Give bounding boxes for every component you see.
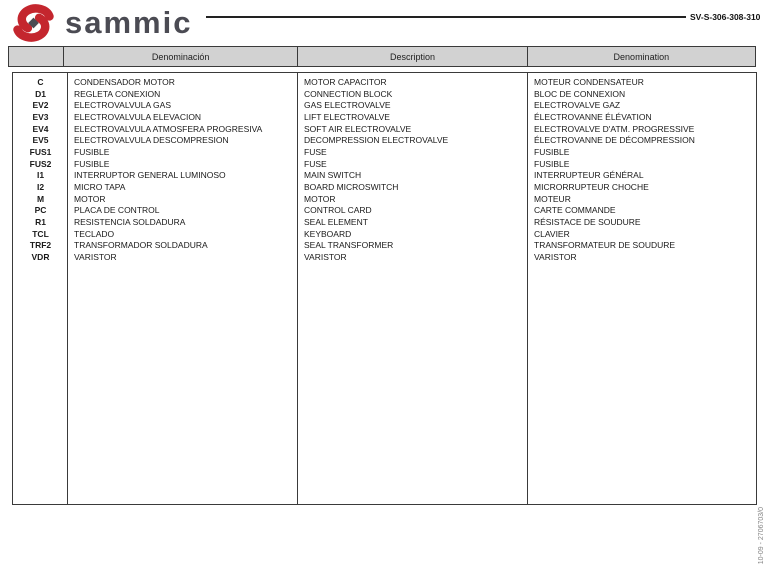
- document-reference: SV-S-306-308-310: [690, 12, 761, 22]
- header-rule: [206, 16, 686, 18]
- description-cell: MOTOR: [304, 193, 336, 204]
- sammic-logo-text: sammic: [65, 5, 193, 40]
- denominacion-cell: VARISTOR: [74, 252, 117, 263]
- code-cell: PC: [34, 205, 47, 216]
- denomination-cell: MOTEUR CONDENSATEUR: [534, 76, 644, 87]
- description-cell: MOTOR CAPACITOR: [304, 76, 387, 87]
- denominacion-cell: ELECTROVALVULA ELEVACION: [74, 111, 202, 122]
- description-cell: VARISTOR: [304, 252, 347, 263]
- denomination-cell: MICRORRUPTEUR CHOCHE: [534, 182, 649, 193]
- column-header-denomination: Denomination: [527, 46, 756, 67]
- denomination-cell: VARISTOR: [534, 252, 577, 263]
- denomination-cell: ELECTROVALVE D'ATM. PROGRESSIVE: [534, 123, 695, 134]
- code-cell: I1: [36, 170, 45, 181]
- denominacion-cell: MICRO TAPA: [74, 182, 126, 193]
- table-row: [13, 228, 756, 240]
- description-cell: SEAL TRANSFORMER: [304, 240, 394, 251]
- legend-table-header: [8, 46, 756, 67]
- code-cell: FUS2: [29, 158, 52, 169]
- table-row: [13, 111, 756, 123]
- denominacion-cell: ELECTROVALVULA DESCOMPRESION: [74, 135, 229, 146]
- table-row: [13, 76, 756, 88]
- code-cell: EV4: [32, 123, 49, 134]
- denomination-cell: TRANSFORMATEUR DE SOUDURE: [534, 240, 676, 251]
- denominacion-cell: TRANSFORMADOR SOLDADURA: [74, 240, 208, 251]
- column-header-description: Description: [297, 46, 528, 67]
- drawing-reference-vertical: 10-09 - 2706703/0: [758, 507, 765, 564]
- code-cell: EV2: [32, 100, 49, 111]
- denominacion-cell: FUSIBLE: [74, 146, 110, 157]
- description-cell: SOFT AIR ELECTROVALVE: [304, 123, 412, 134]
- code-cell: EV5: [32, 135, 49, 146]
- table-row: [13, 193, 756, 205]
- legend-table-body: [13, 76, 756, 263]
- description-cell: CONNECTION BLOCK: [304, 88, 393, 99]
- table-row: [13, 88, 756, 100]
- sammic-logo-icon: [10, 4, 57, 42]
- column-header-denominacion: Denominación: [63, 46, 298, 67]
- code-cell: EV3: [32, 111, 49, 122]
- code-cell: D1: [35, 88, 46, 99]
- code-cell: M: [36, 193, 45, 204]
- denomination-cell: FUSIBLE: [534, 158, 570, 169]
- table-row: [13, 251, 756, 263]
- legend-table-body-box: [12, 72, 757, 505]
- denomination-cell: ÉLECTROVANNE ÉLÉVATION: [534, 111, 652, 122]
- denominacion-cell: INTERRUPTOR GENERAL LUMINOSO: [74, 170, 226, 181]
- table-row: [13, 170, 756, 182]
- sammic-logo: [10, 3, 192, 43]
- table-row: [13, 134, 756, 146]
- description-cell: BOARD MICROSWITCH: [304, 182, 399, 193]
- code-cell: TRF2: [29, 240, 52, 251]
- denomination-cell: FUSIBLE: [534, 146, 570, 157]
- denominacion-cell: FUSIBLE: [74, 158, 110, 169]
- code-cell: TCL: [32, 228, 49, 239]
- description-cell: SEAL ELEMENT: [304, 217, 368, 228]
- description-cell: DECOMPRESSION ELECTROVALVE: [304, 135, 449, 146]
- description-cell: MAIN SWITCH: [304, 170, 362, 181]
- table-row: [13, 205, 756, 217]
- table-row: [13, 158, 756, 170]
- denomination-cell: ELECTROVALVE GAZ: [534, 100, 621, 111]
- column-header-code: [8, 46, 64, 67]
- code-cell: FUS1: [29, 146, 52, 157]
- denomination-cell: CARTE COMMANDE: [534, 205, 616, 216]
- code-cell: VDR: [31, 252, 50, 263]
- description-cell: FUSE: [304, 146, 327, 157]
- table-row: [13, 99, 756, 111]
- code-cell: I2: [36, 182, 45, 193]
- denominacion-cell: ELECTROVALVULA ATMOSFERA PROGRESIVA: [74, 123, 263, 134]
- denominacion-cell: CONDENSADOR MOTOR: [74, 76, 175, 87]
- description-cell: GAS ELECTROVALVE: [304, 100, 391, 111]
- denominacion-cell: RESISTENCIA SOLDADURA: [74, 217, 186, 228]
- denominacion-cell: MOTOR: [74, 193, 106, 204]
- description-cell: LIFT ELECTROVALVE: [304, 111, 390, 122]
- table-row: [13, 146, 756, 158]
- description-cell: CONTROL CARD: [304, 205, 372, 216]
- table-row: [13, 240, 756, 252]
- denomination-cell: ÉLECTROVANNE DE DÉCOMPRESSION: [534, 135, 695, 146]
- denomination-cell: MOTEUR: [534, 193, 571, 204]
- denomination-cell: BLOC DE CONNEXION: [534, 88, 626, 99]
- denominacion-cell: REGLETA CONEXION: [74, 88, 161, 99]
- denomination-cell: RÉSISTACE DE SOUDURE: [534, 217, 641, 228]
- table-row: [13, 216, 756, 228]
- code-cell: C: [37, 76, 44, 87]
- denomination-cell: CLAVIER: [534, 228, 570, 239]
- table-row: [13, 181, 756, 193]
- denomination-cell: INTERRUPTEUR GÉNÉRAL: [534, 170, 644, 181]
- denominacion-cell: PLACA DE CONTROL: [74, 205, 160, 216]
- description-cell: KEYBOARD: [304, 228, 352, 239]
- description-cell: FUSE: [304, 158, 327, 169]
- denominacion-cell: TECLADO: [74, 228, 115, 239]
- denominacion-cell: ELECTROVALVULA GAS: [74, 100, 171, 111]
- table-row: [13, 123, 756, 135]
- code-cell: R1: [35, 217, 46, 228]
